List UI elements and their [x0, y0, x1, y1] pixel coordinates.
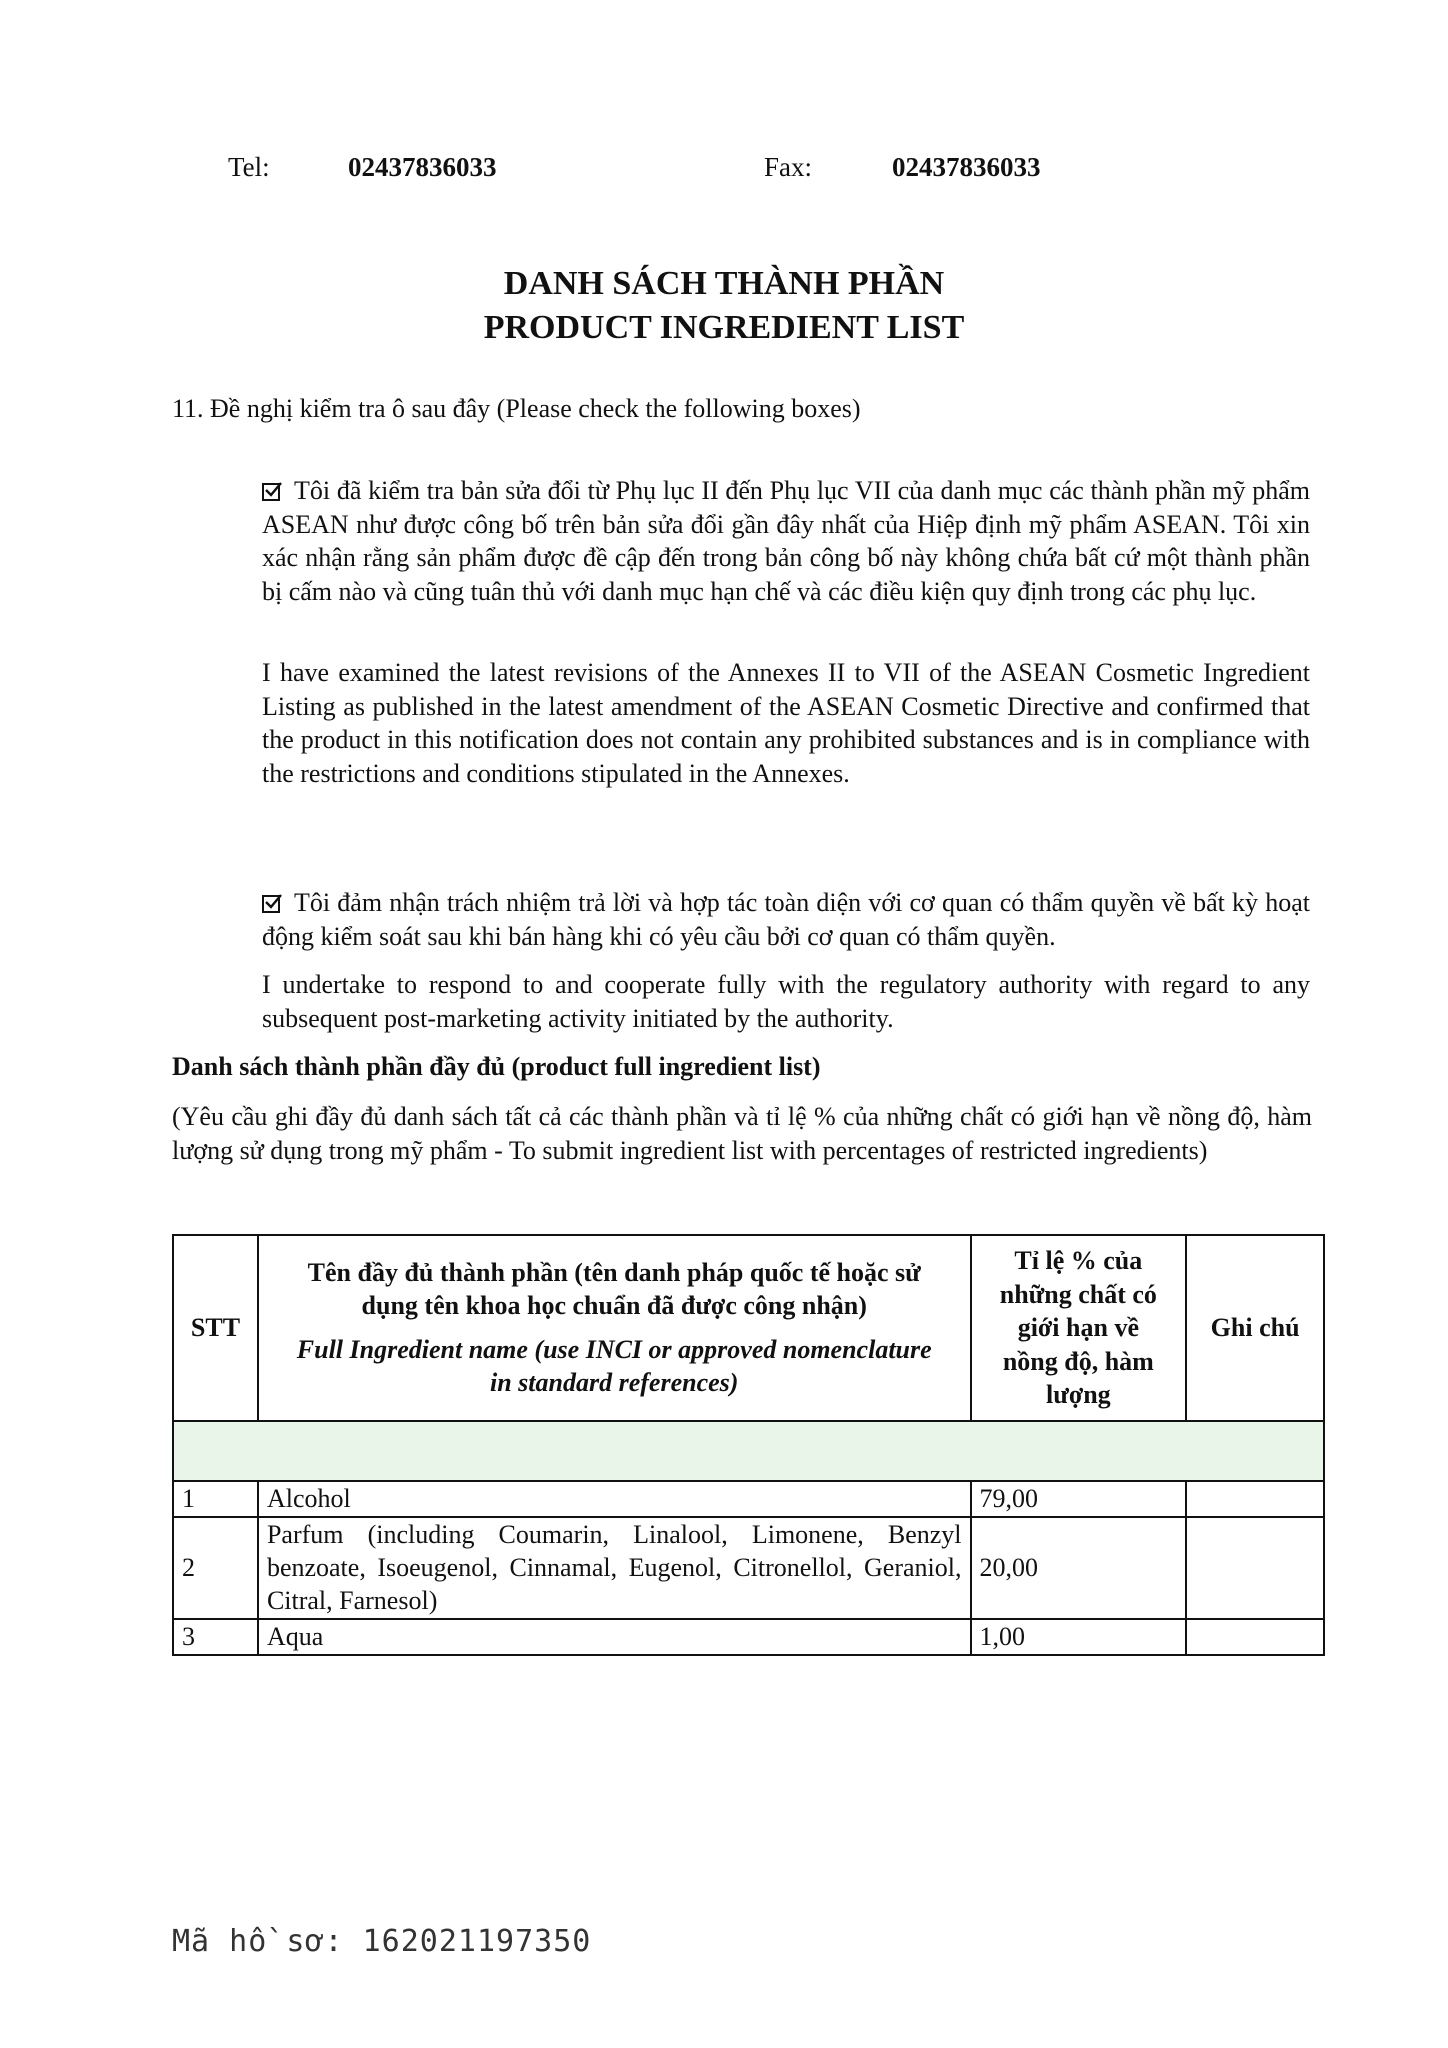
row-stt: 1 — [173, 1481, 258, 1517]
spacer-cell — [173, 1421, 1324, 1481]
title-vi: DANH SÁCH THÀNH PHẦN — [503, 265, 945, 302]
section-heading: 11. Đề nghị kiểm tra ô sau đây (Please check the following boxes) — [172, 394, 861, 423]
row-stt: 2 — [173, 1517, 258, 1619]
tel-label: Tel: — [228, 152, 270, 182]
check1-vi — [262, 474, 1310, 608]
col-note-header: Ghi chú — [1186, 1235, 1324, 1421]
row-name: Alcohol — [258, 1481, 971, 1517]
row-pct: 1,00 — [971, 1619, 1187, 1655]
fax-label: Fax: — [764, 152, 813, 182]
row-note — [1186, 1619, 1324, 1655]
col-name-header — [258, 1235, 971, 1421]
row-pct: 20,00 — [971, 1517, 1187, 1619]
ingredient-table — [172, 1234, 1325, 1656]
checked-box-icon — [262, 483, 280, 501]
row-note — [1186, 1517, 1324, 1619]
table-spacer-row — [173, 1421, 1324, 1481]
check1-vi-text: Tôi đã kiểm tra bản sửa đổi từ Phụ lục II đến Phụ lục VII của danh mục các thành phần mỹ phẩm ASEAN như được công bố trên bản sửa đổi gần đây nhất của Hiệp định mỹ phẩm ASEAN. Tôi xin xác nhận rằng sản phẩm được đề cập đến trong bản công bố này không chứa bất cứ một thành phần bị cấm nào và cũng tuân thủ với danh mục hạn chế và các điều kiện quy định trong các phụ lục. — [262, 476, 1310, 606]
row-note — [1186, 1481, 1324, 1517]
table-row — [173, 1517, 1324, 1619]
row-pct: 79,00 — [971, 1481, 1187, 1517]
check2-vi-text: Tôi đảm nhận trách nhiệm trả lời và hợp tác toàn diện với cơ quan có thẩm quyền về bất kỳ hoạt động kiểm soát sau khi bán hàng khi có yêu cầu bởi cơ quan có thẩm quyền. — [262, 888, 1310, 951]
record-code: Mã hồ sơ: 162021197350 — [172, 1924, 592, 1959]
page-title — [0, 262, 1448, 350]
row-name: Aqua — [258, 1619, 971, 1655]
table-row — [173, 1619, 1324, 1655]
fax-value: 02437836033 — [892, 152, 1041, 182]
table-row — [173, 1481, 1324, 1517]
col-stt-header: STT — [173, 1235, 258, 1421]
check2-vi — [262, 886, 1310, 953]
col-name-vi: Tên đầy đủ thành phần (tên danh pháp quốc tế hoặc sử dụng tên khoa học chuẩn đã được công nhận) — [307, 1257, 921, 1321]
table-header-row — [173, 1235, 1324, 1421]
title-en: PRODUCT INGREDIENT LIST — [483, 309, 965, 346]
row-name: Parfum (including Coumarin, Linalool, Limonene, Benzyl benzoate, Isoeugenol, Cinnamal, Eugenol, Citronellol, Geraniol, Citral, Farnesol) — [258, 1517, 971, 1619]
col-name-en: Full Ingredient name (use INCI or approved nomenclature in standard references) — [296, 1334, 932, 1398]
check1-en: I have examined the latest revisions of the Annexes II to VII of the ASEAN Cosmetic Ingredient Listing as published in the latest amendment of the ASEAN Cosmetic Directive and confirmed that the product in this notification does not contain any prohibited substances and is in compliance with the restrictions and conditions stipulated in the Annexes. — [262, 658, 1310, 788]
list-heading: Danh sách thành phần đầy đủ (product full ingredient list) — [172, 1052, 821, 1081]
list-note: (Yêu cầu ghi đầy đủ danh sách tất cả các thành phần và tỉ lệ % của những chất có giới hạn về nồng độ, hàm lượng sử dụng trong mỹ phẩm - To submit ingredient list with percentages of restricted ingredients) — [172, 1102, 1312, 1165]
tel-value: 02437836033 — [348, 152, 497, 182]
col-pct-header: Tỉ lệ % của những chất có giới hạn về nồng độ, hàm lượng — [971, 1235, 1187, 1421]
checked-box-icon — [262, 895, 280, 913]
row-stt: 3 — [173, 1619, 258, 1655]
check2-en: I undertake to respond to and cooperate fully with the regulatory authority with regard to any subsequent post-marketing activity initiated by the authority. — [262, 970, 1310, 1033]
